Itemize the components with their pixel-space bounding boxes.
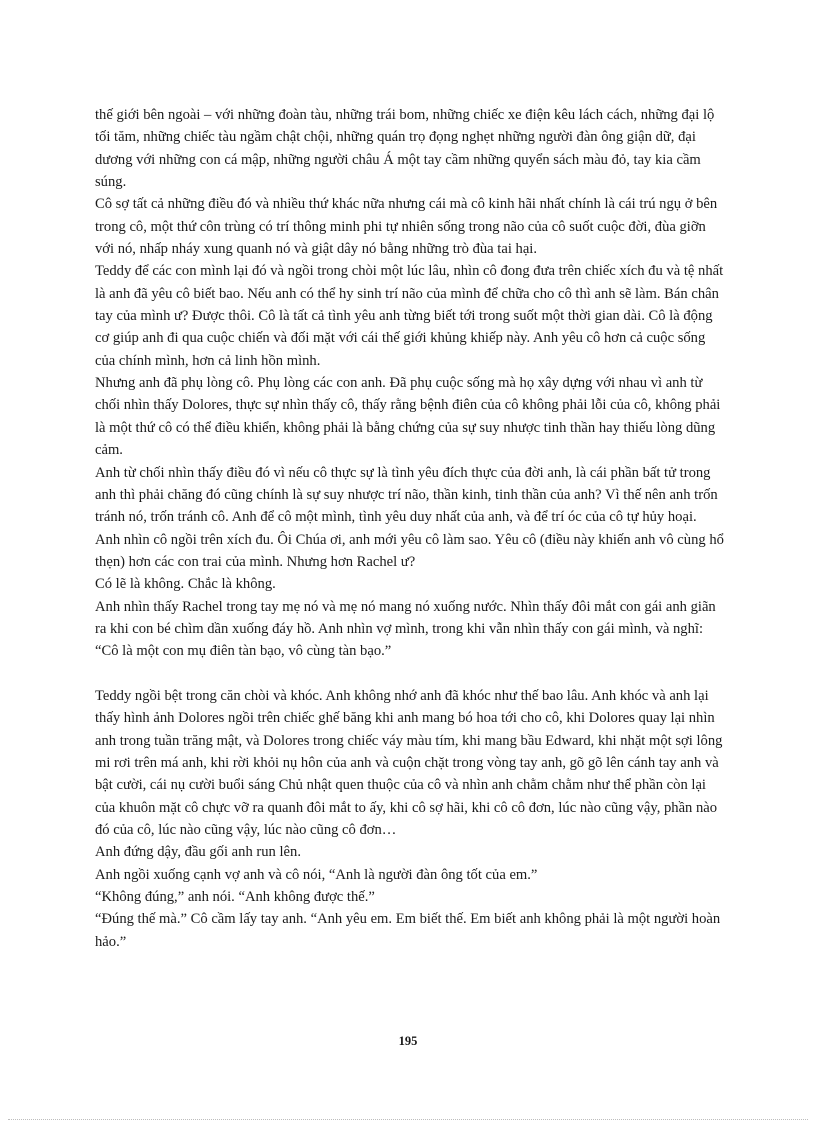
paragraph: Anh từ chối nhìn thấy điều đó vì nếu cô thực sự là tình yêu đích thực của đời anh, là cái phần bất tử trong anh thì phải chăng đó cũng chính là sự suy nhược trí não, thần kinh, tinh thần của anh? Vì thế nên anh trốn tránh nó, trốn tránh cô. Anh để cô một mình, tình yêu duy nhất của anh, và để trí óc của cô tự hủy hoại. [95, 464, 718, 526]
paragraph: Cô sợ tất cả những điều đó và nhiều thứ khác nữa nhưng cái mà cô kinh hãi nhất chính là cái trú ngụ ở bên trong cô, một thứ côn trùng có trí thông minh phi tự nhiên sống trong não của cô suốt cuộc đời, đùa giỡn với nó, nhấp nháy xung quanh nó và giật dây nó bằng những trò đùa tai hại. [95, 196, 718, 258]
paragraph: Teddy ngồi bệt trong căn chòi và khóc. Anh không nhớ anh đã khóc như thế bao lâu. Anh khóc và anh lại thấy hình ảnh Dolores ngồi trên chiếc ghế băng khi anh mang bó hoa tới cho cô, khi Dolores quay lại nhìn anh trong tuần trăng mật, và Dolores trong chiếc váy màu tím, khi mang bầu Edward, khi nhặt một sợi lông mi rơi trên má anh, khi rời khỏi nụ hôn của anh và cuộn chặt trong vòng tay anh, gõ gõ lên cánh tay anh và bật cười, cái nụ cười buổi sáng Chủ nhật quen thuộc của cô và nhìn anh chằm chằm như thể phần còn lại của khuôn mặt cô chực vỡ ra quanh đôi mắt to ấy, khi cô sợ hãi, khi cô cô đơn, lúc nào cũng vậy, phần nào đó của cô, lúc nào cũng vậy, lúc nào cũng cô đơn… [95, 687, 723, 838]
paragraph: “Không đúng,” anh nói. “Anh không được thế.” [95, 889, 375, 906]
paragraph: Nhưng anh đã phụ lòng cô. Phụ lòng các con anh. Đã phụ cuộc sống mà họ xây dựng với nhau vì anh từ chối nhìn thấy Dolores, thực sự nhìn thấy cô, thấy rằng bệnh điên của cô không phải lỗi của cô, không phải là một thứ cô có thể điều khiển, không phải là bằng chứng của sự suy nhược tinh thần hay thiếu lòng dũng cảm. [95, 375, 721, 459]
paragraph: Anh nhìn cô ngồi trên xích đu. Ôi Chúa ơi, anh mới yêu cô làm sao. Yêu cô (điều này khiến anh vô cùng hổ thẹn) hơn các con trai của mình. Nhưng hơn Rachel ư? [95, 531, 724, 570]
paragraph: Có lẽ là không. Chắc là không. [95, 576, 276, 593]
paragraph: “Đúng thế mà.” Cô cầm lấy tay anh. “Anh yêu em. Em biết thế. Em biết anh không phải là một người hoàn hảo.” [95, 911, 721, 950]
page-number: 195 [398, 1034, 418, 1048]
paragraph: Anh ngồi xuống cạnh vợ anh và cô nói, “Anh là người đàn ông tốt của em.” [95, 866, 538, 883]
paragraph: Anh đứng dậy, đầu gối anh run lên. [95, 844, 301, 861]
page-bottom-divider [8, 1119, 808, 1120]
paragraph: Anh nhìn thấy Rachel trong tay mẹ nó và mẹ nó mang nó xuống nước. Nhìn thấy đôi mắt con gái anh giãn ra khi con bé chìm dần xuống đáy hồ. Anh nhìn vợ mình, trong khi vẫn nhìn thấy con gái mình, và nghĩ: “Cô là một con mụ điên tàn bạo, vô cùng tàn bạo.” [95, 598, 716, 660]
paragraph: Teddy để các con mình lại đó và ngồi trong chòi một lúc lâu, nhìn cô đong đưa trên chiếc xích đu và tệ nhất là anh đã yêu cô biết bao. Nếu anh có thể hy sinh trí não của mình để chữa cho cô thì anh sẽ làm. Bán chân tay của mình ư? Được thôi. Cô là tất cả tình yêu anh từng biết tới trong suốt một thời gian dài. Cô là động cơ giúp anh đi qua cuộc chiến và đối mặt với cái thế giới khủng khiếp này. Anh yêu cô hơn cả cuộc sống của chính mình, hơn cả linh hồn mình. [95, 263, 724, 369]
body-text [95, 104, 725, 953]
paragraph-spacer [95, 663, 725, 685]
paragraph: thế giới bên ngoài – với những đoàn tàu, những trái bom, những chiếc xe điện kêu lách cách, những đại lộ tối tăm, những chiếc tàu ngầm chật chội, những quán trọ đọng nghẹt những người đàn ông giận dữ, đại dương với những con cá mập, những người châu Á một tay cầm những quyển sách màu đỏ, tay kia cầm súng. [95, 107, 715, 191]
